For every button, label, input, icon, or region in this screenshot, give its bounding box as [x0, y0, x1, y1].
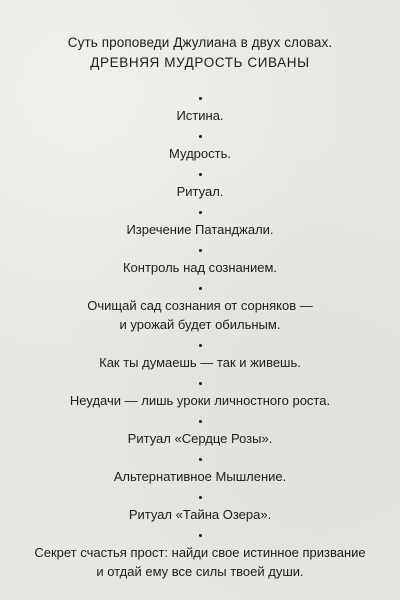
bullet-dot — [199, 249, 202, 252]
bullet-dot — [199, 344, 202, 347]
bullet-dot — [199, 534, 202, 537]
list-item: Контроль над сознанием. — [122, 260, 277, 275]
list-item: Истина. — [176, 108, 224, 123]
bullet-dot — [199, 211, 202, 214]
list-item: Альтернативное Мышление. — [113, 469, 287, 484]
chapter-title: ДРЕВНЯЯ МУДРОСТЬ СИВАНЫ — [90, 55, 310, 70]
bullet-dot — [199, 173, 202, 176]
list-item-multiline — [0, 543, 400, 581]
bullet-dot — [199, 97, 202, 100]
list-item: Как ты думаешь — так и живешь. — [99, 355, 301, 370]
list-item: Ритуал. — [176, 184, 224, 199]
bullet-dot — [199, 496, 202, 499]
wisdom-list — [0, 97, 400, 581]
bullet-dot — [199, 287, 202, 290]
list-item: Ритуал «Сердце Розы». — [127, 431, 273, 446]
list-item: Изречение Патанджали. — [126, 222, 274, 237]
list-item: Ритуал «Тайна Озера». — [128, 507, 272, 522]
bullet-dot — [199, 135, 202, 138]
list-item-line: Секрет счастья прост: найди свое истинное призвание — [34, 545, 366, 560]
list-item-line: и отдай ему все силы твоей души. — [96, 564, 304, 579]
list-item: Мудрость. — [169, 146, 231, 161]
chapter-subtitle: Суть проповеди Джулиана в двух словах. — [67, 35, 333, 50]
bullet-dot — [199, 382, 202, 385]
list-item-line: Очищай сад сознания от сорняков — — [87, 298, 313, 313]
bullet-dot — [199, 420, 202, 423]
list-item-multiline — [0, 296, 400, 334]
list-item: Неудачи — лишь уроки личностного роста. — [69, 393, 331, 408]
bullet-dot — [199, 458, 202, 461]
list-item-line: и урожай будет обильным. — [119, 317, 281, 332]
